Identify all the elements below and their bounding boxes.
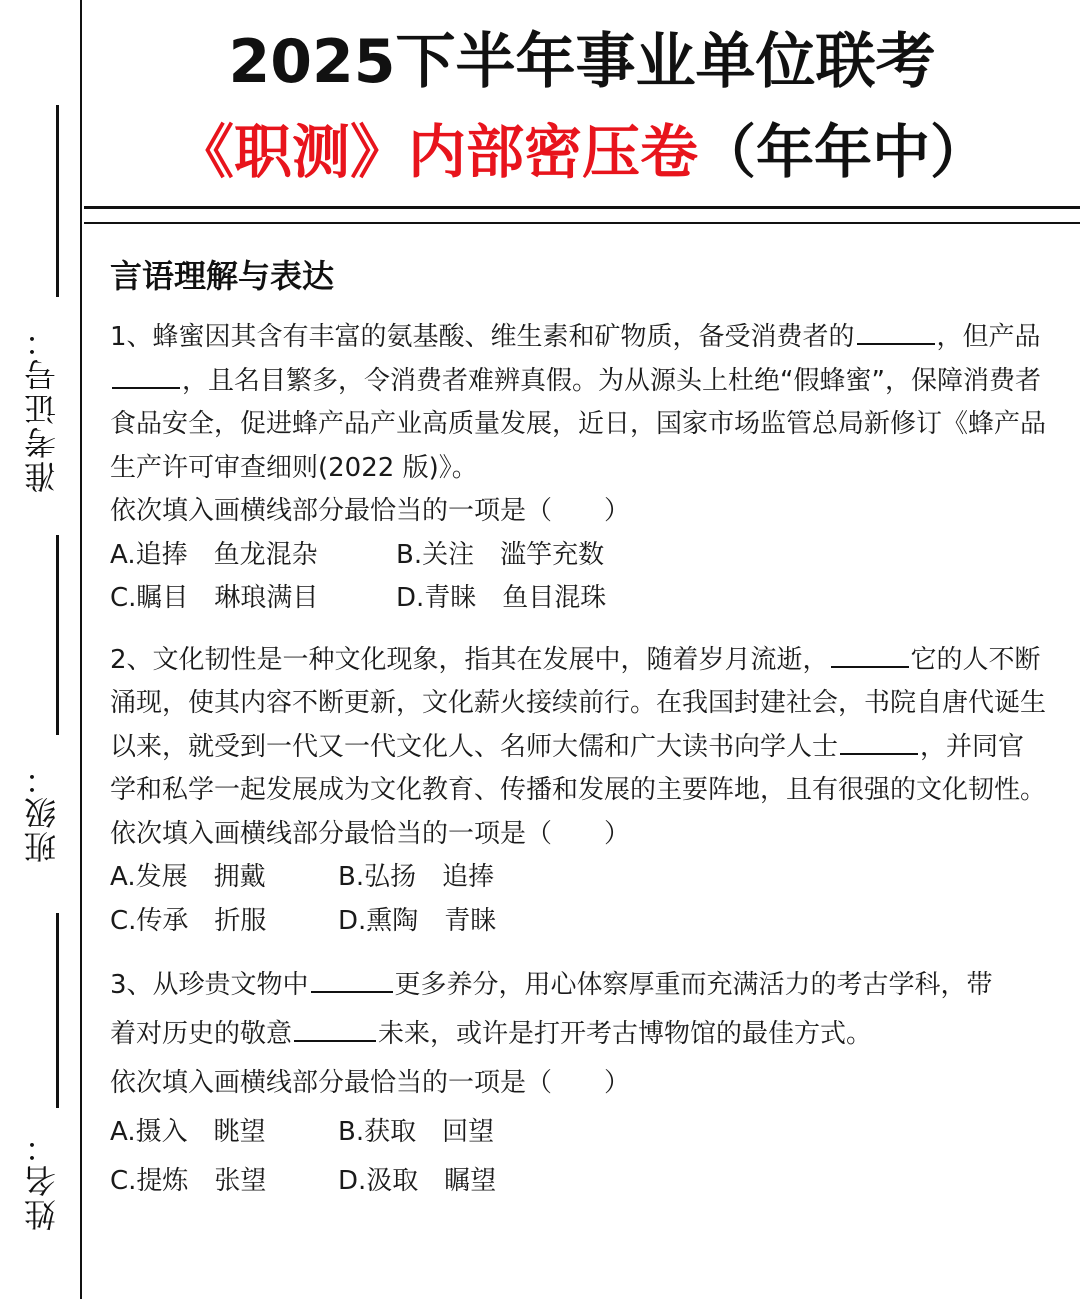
option-c[interactable]: C.瞩目 琳琅满目: [110, 583, 319, 613]
question-stem: 3、从珍贵文物中 更多养分，用心体察厚重而充满活力的考古学科，带着对历史的敬意 未来，或许是打开考古博物馆的最佳方式。: [110, 961, 1010, 1059]
options: [110, 534, 1050, 621]
page-title: 2025下半年事业单位联考: [228, 27, 936, 97]
answer-blank: [840, 727, 918, 755]
class-line: [56, 535, 59, 735]
exam-id-label: 准考证号：: [23, 323, 61, 493]
subtitle-black: （年年中）: [698, 118, 989, 186]
exam-id-line: [56, 105, 59, 297]
header-rule-bottom: [84, 222, 1080, 224]
answer-blank: [294, 1014, 376, 1042]
option-d[interactable]: D.青睐 鱼目混珠: [396, 583, 607, 613]
options: [110, 856, 1050, 943]
answer-blank: [311, 965, 393, 993]
answer-blank: [857, 317, 935, 345]
option-b[interactable]: B.获取 回望: [338, 1117, 495, 1147]
binding-strip: [0, 0, 84, 1299]
question-2: [110, 639, 1050, 944]
question-1: [110, 316, 1050, 621]
answer-blank: [831, 640, 909, 668]
section-title: 言语理解与表达: [110, 257, 335, 295]
subtitle-red: 《职测》内部密压卷: [175, 118, 698, 186]
name-line: [56, 913, 59, 1108]
page-subtitle: [84, 112, 1080, 192]
option-d[interactable]: D.熏陶 青睐: [338, 905, 497, 936]
class-label: 班级：: [23, 761, 61, 863]
name-field: [20, 1125, 64, 1235]
exam-id-field: [20, 318, 64, 498]
exam-content: [110, 250, 1050, 1206]
option-a[interactable]: A.摄入 眺望: [110, 1117, 266, 1147]
question-prompt: 依次填入画横线部分最恰当的一项是（ ）: [110, 1068, 631, 1098]
option-b[interactable]: B.关注 滥竽充数: [396, 539, 605, 570]
question-prompt: 依次填入画横线部分最恰当的一项是（ ）: [110, 496, 631, 526]
question-stem: 1、蜂蜜因其含有丰富的氨基酸、维生素和矿物质，备受消费者的 ，但产品，且名目繁多，令消费者难辨真假。为从源头上杜绝“假蜂蜜”，保障消费者食品安全，促进蜂产品产业高质量发展，近日，国家市场监管总局新修订《蜂产品生产许可审查细则(2022 版)》。: [110, 316, 1050, 490]
question-3: [110, 961, 1010, 1206]
option-a[interactable]: A.追捧 鱼龙混杂: [110, 539, 318, 570]
options: [110, 1108, 1010, 1206]
question-prompt: 依次填入画横线部分最恰当的一项是（ ）: [110, 818, 631, 849]
header-rule-top: [84, 206, 1080, 209]
option-a[interactable]: A.发展 拥戴: [110, 862, 266, 892]
option-c[interactable]: C.提炼 张望: [110, 1166, 267, 1196]
answer-blank: [112, 361, 180, 389]
question-stem: 2、文化韧性是一种文化现象，指其在发展中，随着岁月流逝， 它的人不断涌现，使其内容不断更新，文化薪火接续前行。在我国封建社会，书院自唐代诞生以来，就受到一代又一代文化人、名师大儒和广大读书向学人士 ，并同官学和私学一起发展成为文化教育、传播和发展的主要阵地，且有很强的文化韧性。: [110, 639, 1050, 813]
option-b[interactable]: B.弘扬 追捧: [338, 862, 495, 892]
option-d[interactable]: D.汲取 瞩望: [338, 1166, 497, 1196]
option-c[interactable]: C.传承 折服: [110, 905, 267, 936]
binding-rule: [80, 0, 82, 1299]
class-field: [20, 752, 64, 872]
name-label: 姓名：: [23, 1129, 61, 1231]
